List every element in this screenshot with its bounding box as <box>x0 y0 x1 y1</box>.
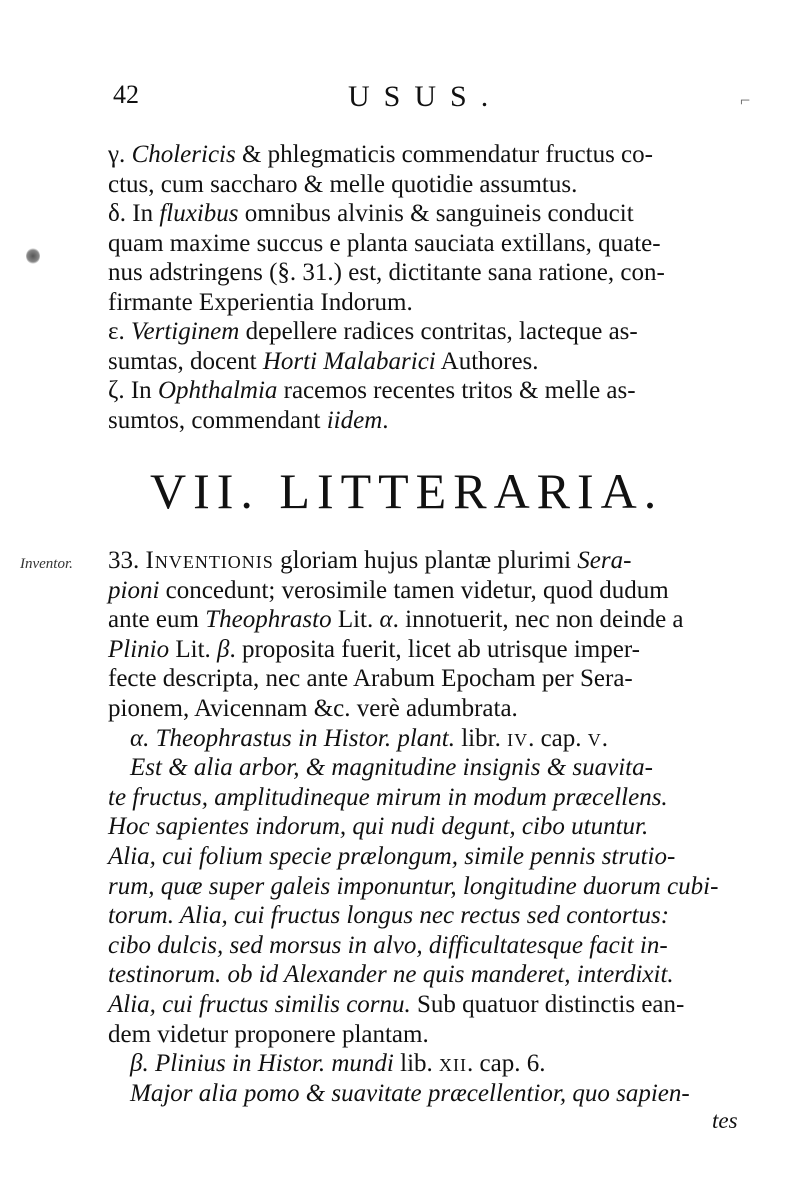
text-line: testinorum. ob id Alexander ne quis manderet, interdixit. <box>108 961 674 989</box>
text-line: firmante Experientia Indorum. <box>108 288 413 316</box>
text-line: ζ. In Ophthalmia racemos recentes tritos & melle as- <box>108 377 636 404</box>
text-line: nus adstringens (§. 31.) est, dictitante sana ratione, con- <box>108 259 665 286</box>
text-line: α. Theophrastus in Histor. plant. libr. iv. cap. v. <box>130 724 609 752</box>
text-line: fecte descripta, nec ante Arabum Epocham per Sera- <box>108 665 633 693</box>
catchword: tes <box>712 1108 738 1133</box>
text-line: β. Plinius in Histor. mundi lib. xii. cap. 6. <box>130 1050 546 1078</box>
text-line: ctus, cum saccharo & melle quotidie assumtus. <box>108 170 578 198</box>
text-line: sumtos, commendant iidem. <box>108 406 389 434</box>
text-line: torum. Alia, cui fructus longus nec rectus sed contortus: <box>108 902 670 930</box>
text-line: δ. In fluxibus omnibus alvinis & sanguineis conducit <box>108 200 634 227</box>
text-line: Alia, cui folium specie prælongum, simile pennis strutio- <box>108 843 676 870</box>
text-line: Est & alia arbor, & magnitudine insignis & suavita- <box>130 754 653 782</box>
text-line: ε. Vertiginem depellere radices contritas, lacteque as- <box>108 318 638 345</box>
text-line: Plinio Lit. β. proposita fuerit, licet ab utrisque imper- <box>108 635 640 663</box>
text-line: 33. Inventionis gloriam hujus plantæ plurimi Sera- <box>108 547 632 574</box>
text-line: γ. Cholericis & phlegmaticis commendatur fructus co- <box>108 141 653 168</box>
text-line: dem videtur proponere plantam. <box>108 1020 429 1048</box>
section-title: VII. LITTERARIA. <box>150 463 664 519</box>
text-line: sumtas, docent Horti Malabarici Authores. <box>108 347 539 375</box>
header-mark: ⌐ <box>740 90 751 110</box>
text-line: te fructus, amplitudineque mirum in modum præcellens. <box>108 783 668 811</box>
text-line: rum, quæ super galeis imponuntur, longitudine duorum cubi- <box>108 872 719 900</box>
text-line: ante eum Theophrasto Lit. α. innotuerit, nec non deinde a <box>108 606 684 634</box>
text-line: pionem, Avicennam &c. verè adumbrata. <box>108 695 518 722</box>
text-line: Hoc sapientes indorum, qui nudi degunt, cibo utuntur. <box>108 813 649 841</box>
text-line: Major alia pomo & suavitate præcellentior, quo sapien- <box>130 1079 690 1107</box>
text-line: cibo dulcis, sed morsus in alvo, difficultatesque facit in- <box>108 931 668 959</box>
text-line: Alia, cui fructus similis cornu. Sub quatuor distinctis ean- <box>108 991 685 1018</box>
margin-note: Inventor. <box>20 556 73 572</box>
ink-spot <box>26 248 40 264</box>
page-number: 42 <box>113 80 139 109</box>
text-line: quam maxime succus e planta sauciata extillans, quate- <box>108 229 661 257</box>
running-title: USUS. <box>348 80 503 113</box>
text-line: pioni concedunt; verosimile tamen videtur, quod dudum <box>108 576 669 604</box>
